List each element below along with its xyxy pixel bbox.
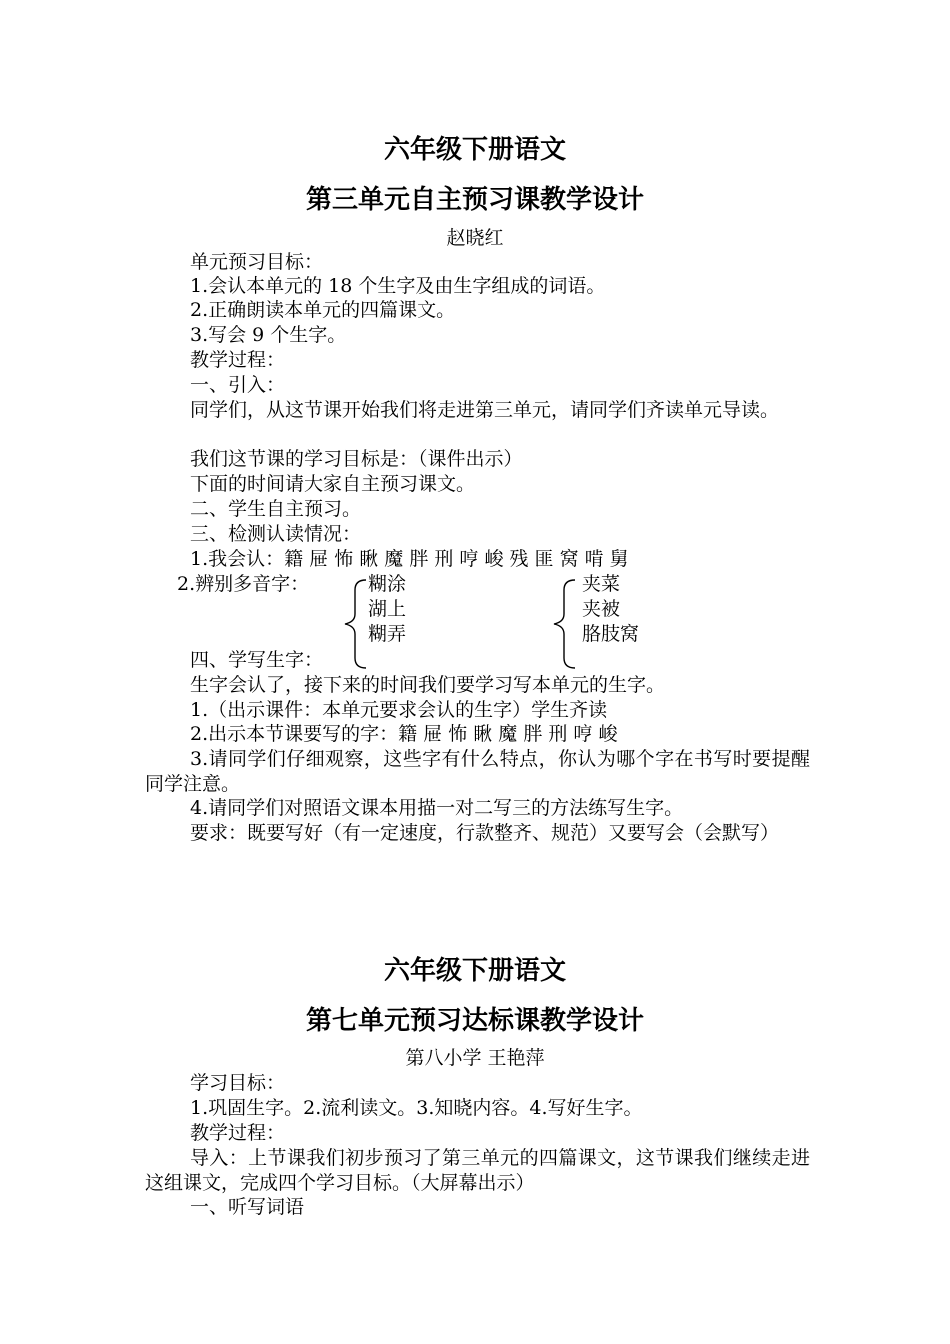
doc1-step4-item3: 3.请同学们仔细观察，这些字有什么特点，你认为哪个字在书写时要提醒同学注意。 — [145, 748, 810, 795]
polyphone-word: 胳肢窝 — [582, 623, 640, 645]
doc1-process-heading: 教学过程： — [190, 349, 286, 371]
doc2-intro-paragraph: 导入：上节课我们初步预习了第三单元的四篇课文，这节课我们继续走进这组课文，完成四个学习目标。（大屏幕出示） — [145, 1147, 810, 1194]
doc1-step1-heading: 一、引入： — [190, 374, 286, 396]
doc1-polyphone-label: 2.辨别多音字： — [177, 573, 310, 595]
doc2-step1-heading: 一、听写词语 — [190, 1196, 305, 1218]
polyphone-word: 糊弄 — [368, 623, 407, 645]
doc1-title-line1: 六年级下册语文 — [383, 135, 566, 165]
doc1-step4-intro: 生字会认了，接下来的时间我们要学习写本单元的生字。 — [190, 674, 666, 696]
doc1-goal-1: 1.会认本单元的 18 个生字及由生字组成的词语。 — [190, 275, 606, 297]
doc1-step1-goals-line: 我们这节课的学习目标是：（课件出示） — [190, 448, 523, 470]
doc1-goal-3: 3.写会 9 个生字。 — [190, 324, 347, 346]
doc1-step3-heading: 三、检测认读情况： — [190, 523, 362, 545]
polyphone-word: 夹菜 — [582, 573, 621, 595]
doc2-goals: 1.巩固生字。2.流利读文。3.知晓内容。4.写好生字。 — [190, 1097, 643, 1119]
doc1-step4-item2: 2.出示本节课要写的字：籍 屉 怖 瞅 魔 胖 刑 哼 峻 — [190, 723, 618, 745]
doc1-goal-2: 2.正确朗读本单元的四篇课文。 — [190, 299, 456, 321]
doc2-goals-heading: 学习目标： — [190, 1072, 286, 1094]
doc1-goals-heading: 单元预习目标： — [190, 251, 324, 273]
doc1-author: 赵晓红 — [446, 227, 504, 249]
doc2-title-line1: 六年级下册语文 — [383, 956, 566, 986]
doc1-title-line2: 第三单元自主预习课教学设计 — [305, 185, 644, 215]
doc1-step2-heading: 二、学生自主预习。 — [190, 498, 362, 520]
polyphone-word: 糊涂 — [368, 573, 407, 595]
doc2-process-heading: 教学过程： — [190, 1122, 286, 1144]
doc1-step1-preview-line: 下面的时间请大家自主预习课文。 — [190, 473, 476, 495]
doc1-step3-recognize-chars: 1.我会认：籍 屉 怖 瞅 魔 胖 刑 哼 峻 残 匪 窝 啃 舅 — [190, 548, 629, 570]
doc1-step1-paragraph: 同学们，从这节课开始我们将走进第三单元，请同学们齐读单元导读。 — [190, 399, 780, 421]
doc1-step4-heading: 四、学写生字： — [190, 649, 324, 671]
doc1-step4-requirement: 要求：既要写好（有一定速度，行款整齐、规范）又要写会（会默写） — [190, 822, 780, 844]
doc2-author: 第八小学 王艳萍 — [405, 1047, 545, 1069]
polyphone-word: 湖上 — [368, 598, 407, 620]
polyphone-word: 夹被 — [582, 598, 621, 620]
doc1-step4-item1: 1.（出示课件：本单元要求会认的生字）学生齐读 — [190, 699, 608, 721]
doc1-step4-item4: 4.请同学们对照语文课本用描一对二写三的方法练写生字。 — [190, 797, 684, 819]
right-group-brace — [551, 578, 581, 670]
doc2-title-line2: 第七单元预习达标课教学设计 — [305, 1006, 644, 1036]
